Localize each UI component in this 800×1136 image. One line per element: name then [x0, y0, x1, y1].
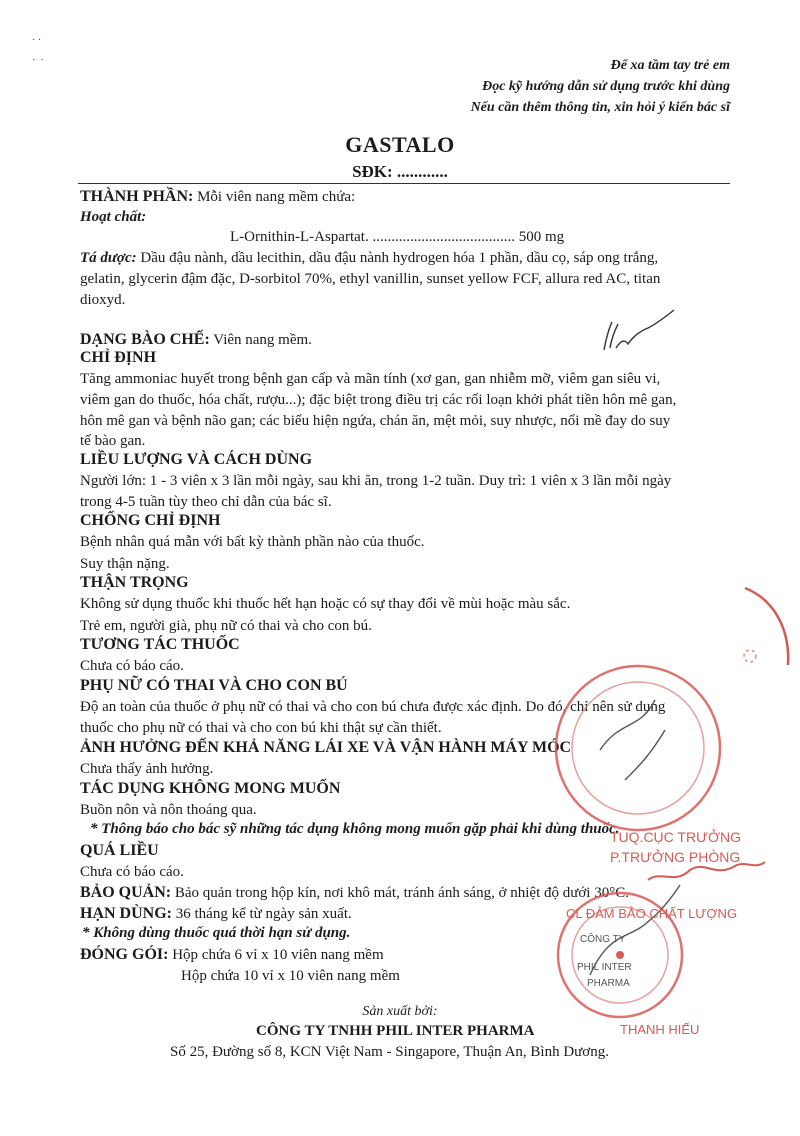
dosage-line-1: Người lớn: 1 - 3 viên x 3 lần mỗi ngày, sau khi ăn, trong 1-2 tuần. Duy trì: 1 viên x 3 lần mỗi ngày — [80, 473, 672, 489]
contraindications-line-2: Suy thận nặng. — [80, 556, 170, 572]
signature-initials-icon — [598, 308, 678, 358]
manufacturer-name: CÔNG TY TNHH PHIL INTER PHARMA — [256, 1023, 535, 1039]
precautions-line-2: Trẻ em, người già, phụ nữ có thai và cho con bú. — [80, 618, 372, 634]
warning-line-3: Nếu cần thêm thông tin, xin hỏi ý kiến bác sĩ — [470, 100, 730, 115]
dosage-form-heading: DẠNG BÀO CHẾ: — [80, 331, 210, 348]
side-effects-line-1: Buồn nôn và nôn thoáng qua. — [80, 802, 257, 818]
seal-company-top: CÔNG TY — [580, 934, 626, 945]
pregnancy-heading: PHỤ NỮ CÓ THAI VÀ CHO CON BÚ — [80, 677, 348, 694]
composition-line — [80, 187, 355, 207]
excipient-line-2: gelatin, glycerin đậm đặc, D-sorbitol 70%, ethyl vanillin, sunset yellow FCF, allura red AC, titan — [80, 271, 661, 287]
registration-number: SĐK: ............ — [352, 162, 448, 181]
product-title: GASTALO — [345, 132, 455, 157]
active-ingredient-heading: Hoạt chất: — [80, 209, 147, 225]
dosage-line-2: trong 4-5 tuần tùy theo chỉ dẫn của bác sĩ. — [80, 494, 332, 510]
indications-heading: CHỈ ĐỊNH — [80, 349, 157, 366]
title-divider — [78, 183, 730, 184]
side-effects-note: * Thông báo cho bác sỹ những tác dụng không mong muốn gặp phải khi dùng thuốc. — [90, 821, 620, 837]
contraindications-line-1: Bệnh nhân quá mẫn với bất kỳ thành phần nào của thuốc. — [80, 534, 425, 550]
driving-line-1: Chưa thấy ảnh hưởng. — [80, 761, 214, 777]
dosage-form-line — [80, 330, 312, 350]
dosage-form-text: Viên nang mềm. — [209, 332, 312, 348]
interactions-heading: TƯƠNG TÁC THUỐC — [80, 636, 240, 653]
expiry-line — [80, 904, 352, 924]
overdose-heading: QUÁ LIỀU — [80, 842, 159, 859]
indications-line-4: tế bào gan. — [80, 433, 146, 449]
dosage-heading: LIỀU LƯỢNG VÀ CÁCH DÙNG — [80, 451, 313, 468]
manufacturer-label: Sản xuất bởi: — [362, 1004, 438, 1019]
expiry-note: * Không dùng thuốc quá thời hạn sử dụng. — [82, 925, 351, 941]
stamp-line-1: TUQ.CỤC TRƯỞNG — [610, 829, 742, 845]
warning-line-1: Để xa tầm tay trẻ em — [610, 58, 730, 73]
scan-speckles: · · · · — [32, 35, 44, 66]
side-effects-heading: TÁC DỤNG KHÔNG MONG MUỐN — [80, 780, 341, 797]
stamp-line-2: P.TRƯỞNG PHÒNG — [610, 849, 741, 865]
expiry-heading: HẠN DÙNG: — [80, 905, 172, 922]
precautions-heading: THẬN TRỌNG — [80, 574, 189, 591]
excipient-text-1: Dầu đậu nành, dầu lecithin, dầu đậu nành hydrogen hóa 1 phần, dầu cọ, sáp ong trắng, — [136, 250, 659, 266]
expiry-text: 36 tháng kể từ ngày sản xuất. — [172, 906, 352, 922]
manufacturer-address: Số 25, Đường số 8, KCN Việt Nam - Singapore, Thuận An, Bình Dương. — [170, 1044, 609, 1060]
pregnancy-line-1: Độ an toàn của thuốc ở phụ nữ có thai và cho con bú chưa được xác định. Do đó, chỉ nên sử dụng — [80, 699, 666, 715]
interactions-line-1: Chưa có báo cáo. — [80, 658, 184, 674]
pregnancy-line-2: thuốc cho phụ nữ có thai và cho con bú khi thật sự cần thiết. — [80, 720, 442, 736]
packaging-heading: ĐÓNG GÓI: — [80, 946, 169, 963]
excipient-line-3: dioxyd. — [80, 292, 126, 308]
active-ingredient-line: L-Ornithin-L-Aspartat. ...................................... 500 mg — [230, 229, 565, 245]
stamp-signer-name: THANH HIẾU — [620, 1022, 700, 1037]
warning-line-2: Đọc kỹ hướng dẫn sử dụng trước khi dùng — [482, 79, 730, 94]
stamp-qa-line: CL ĐẢM BẢO CHẤT LƯỢNG — [566, 906, 738, 921]
indications-line-2: viêm gan do thuốc, hóa chất, rượu...); đặc biệt trong điều trị các rối loạn khởi phát tiền hôn mê gan, — [80, 392, 677, 408]
contraindications-heading: CHỐNG CHỈ ĐỊNH — [80, 512, 221, 529]
composition-intro: Mỗi viên nang mềm chứa: — [193, 189, 356, 205]
precautions-line-1: Không sử dụng thuốc khi thuốc hết hạn hoặc có sự thay đổi về mùi hoặc màu sắc. — [80, 596, 571, 612]
indications-line-3: hôn mê gan và bệnh não gan; các biểu hiện ngứa, chán ăn, mệt mỏi, suy nhược, nổi mề đay do suy — [80, 413, 671, 429]
packaging-line-2: Hộp chứa 10 vỉ x 10 viên nang mềm — [181, 968, 400, 984]
seal-company-bottom: PHARMA — [587, 978, 630, 989]
indications-line-1: Tăng ammoniac huyết trong bệnh gan cấp và mãn tính (xơ gan, gan nhiễm mỡ, viêm gan siêu vi, — [80, 371, 661, 387]
overdose-line-1: Chưa có báo cáo. — [80, 864, 184, 880]
driving-heading: ẢNH HƯỞNG ĐẾN KHẢ NĂNG LÁI XE VÀ VẬN HÀNH MÁY MÓC — [80, 739, 572, 756]
excipient-heading: Tá dược: — [80, 250, 137, 266]
storage-heading: BẢO QUẢN: — [80, 884, 172, 901]
storage-text: Bảo quản trong hộp kín, nơi khô mát, tránh ánh sáng, ở nhiệt độ dưới 30°C. — [171, 885, 629, 901]
packaging-text-1: Hộp chứa 6 vỉ x 10 viên nang mềm — [168, 947, 384, 963]
seal-company-middle: PHIL INTER — [577, 962, 632, 973]
packaging-line-1 — [80, 945, 384, 965]
excipient-line-1 — [80, 248, 658, 268]
composition-heading: THÀNH PHẦN: — [80, 188, 194, 205]
